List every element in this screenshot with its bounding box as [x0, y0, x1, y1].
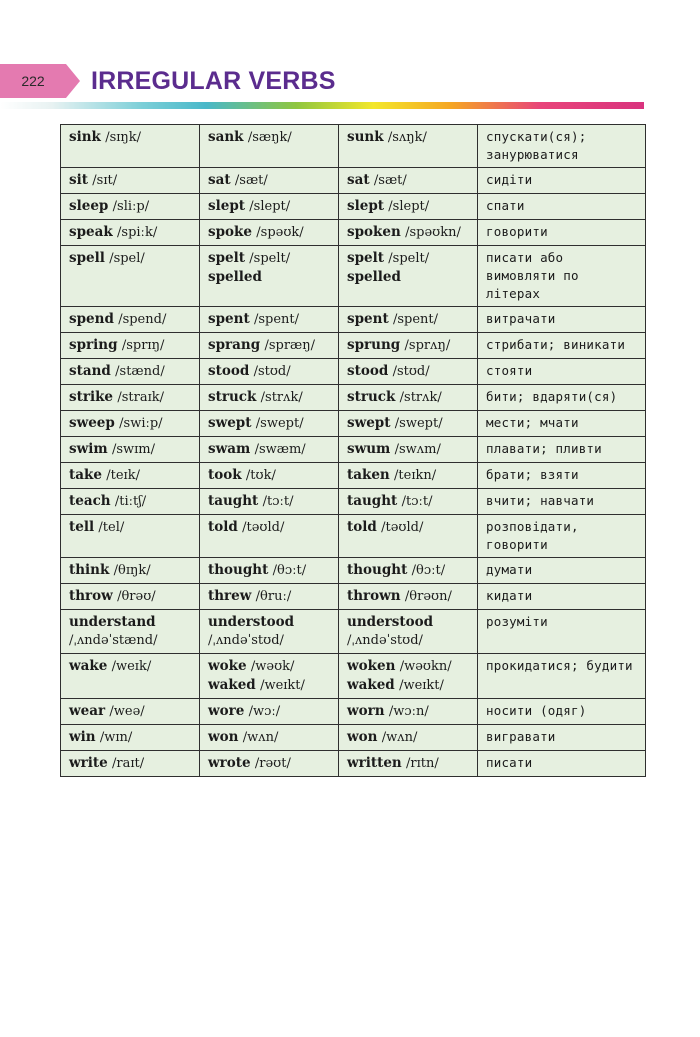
table-row	[61, 194, 646, 220]
verb-form-cell	[61, 220, 200, 246]
transcription: /θruː/	[255, 589, 292, 604]
verb-form-cell	[339, 584, 478, 610]
verb-form: strike	[69, 389, 114, 405]
verb-form-cell	[61, 654, 200, 699]
transcription: /spel/	[109, 251, 145, 266]
transcription: /sæt/	[234, 173, 268, 188]
verb-form-cell	[339, 751, 478, 777]
transcription: /wəʊkn/	[399, 659, 452, 674]
transcription: /ˌʌndəˈstʊd/	[347, 633, 423, 648]
table-row	[61, 489, 646, 515]
verb-form-cell	[200, 699, 339, 725]
transcription: /spend/	[118, 312, 167, 327]
transcription: /weɪk/	[111, 659, 152, 674]
verb-form: understand	[69, 614, 156, 630]
transcription: /weɪkt/	[260, 678, 305, 693]
translation: носити (одяг)	[486, 703, 587, 718]
transcription: /θrəʊ/	[117, 589, 156, 604]
transcription: /spiːk/	[117, 225, 158, 240]
verb-form: woken	[347, 658, 396, 674]
verb-form: write	[69, 755, 108, 771]
verb-form: swam	[208, 441, 251, 457]
translation: кидати	[486, 588, 533, 603]
verb-form: swept	[208, 415, 252, 431]
verb-form-cell	[200, 654, 339, 699]
transcription: /tel/	[98, 520, 125, 535]
verb-form-cell	[61, 463, 200, 489]
transcription: /θrəʊn/	[404, 589, 452, 604]
translation-cell	[478, 125, 646, 168]
translation-cell	[478, 168, 646, 194]
verb-form: spring	[69, 337, 118, 353]
verb-form: struck	[208, 389, 257, 405]
transcription: /sæt/	[373, 173, 407, 188]
verb-form: take	[69, 467, 102, 483]
verb-form: spend	[69, 311, 114, 327]
transcription: /stʊd/	[392, 364, 430, 379]
transcription: /sprʌŋ/	[404, 338, 451, 353]
verb-form-cell	[61, 246, 200, 307]
verb-form: teach	[69, 493, 111, 509]
translation: прокидатися; будити	[486, 658, 633, 673]
transcription: /sʌŋk/	[387, 130, 427, 145]
verb-form-cell	[61, 194, 200, 220]
translation: плавати; пливти	[486, 441, 602, 456]
transcription: /slept/	[249, 199, 291, 214]
verb-form: win	[69, 729, 96, 745]
transcription: /stʊd/	[253, 364, 291, 379]
verb-form: understood	[347, 614, 434, 630]
transcription: /stænd/	[115, 364, 165, 379]
table-row	[61, 437, 646, 463]
verb-form-cell	[200, 246, 339, 307]
verb-form-cell	[61, 307, 200, 333]
verb-form-cell	[61, 584, 200, 610]
verb-form-cell	[61, 489, 200, 515]
translation: писати або вимовляти по літерах	[486, 250, 579, 301]
verb-form: worn	[347, 703, 385, 719]
rainbow-divider	[0, 102, 644, 109]
verb-form: taken	[347, 467, 390, 483]
table-row	[61, 385, 646, 411]
transcription: /spəʊk/	[256, 225, 304, 240]
verb-form: swum	[347, 441, 391, 457]
transcription: /swept/	[394, 416, 443, 431]
verb-form: woke	[208, 658, 247, 674]
transcription: /ˌʌndəˈstænd/	[69, 633, 158, 648]
transcription: /sæŋk/	[247, 130, 292, 145]
transcription: /wɪn/	[99, 730, 133, 745]
page-number: 222	[21, 73, 45, 89]
irregular-verbs-table	[60, 124, 646, 777]
verb-form-cell	[200, 437, 339, 463]
verb-form-cell	[200, 489, 339, 515]
verb-form: won	[347, 729, 378, 745]
verb-form: sank	[208, 129, 244, 145]
verb-form: tell	[69, 519, 95, 535]
transcription: /sɪt/	[92, 173, 118, 188]
transcription: /weə/	[109, 704, 145, 719]
transcription: /θɔːt/	[272, 563, 307, 578]
verb-form-cell	[61, 437, 200, 463]
verb-form-cell	[339, 654, 478, 699]
transcription: /rɪtn/	[406, 756, 439, 771]
table-row	[61, 558, 646, 584]
verb-form: thought	[347, 562, 408, 578]
table-row	[61, 411, 646, 437]
verb-form: wear	[69, 703, 106, 719]
transcription: /sɪŋk/	[105, 130, 142, 145]
transcription: /spent/	[392, 312, 439, 327]
verb-form-cell	[200, 194, 339, 220]
translation-cell	[478, 246, 646, 307]
verb-form: spell	[69, 250, 105, 266]
verb-form-cell	[200, 584, 339, 610]
verb-form-cell	[339, 610, 478, 654]
transcription: /wʌn/	[242, 730, 279, 745]
verb-form: wore	[208, 703, 245, 719]
verb-form: spelt	[347, 250, 384, 266]
transcription: /tʊk/	[245, 468, 276, 483]
verb-form-alt: waked	[347, 677, 395, 693]
verb-form: slept	[208, 198, 245, 214]
verb-form-cell	[339, 489, 478, 515]
table-row	[61, 168, 646, 194]
verb-form: struck	[347, 389, 396, 405]
transcription: /wɔː/	[248, 704, 281, 719]
verb-form-cell	[200, 751, 339, 777]
translation: вчити; навчати	[486, 493, 595, 508]
verb-form-cell	[200, 220, 339, 246]
translation: бити; вдаряти(ся)	[486, 389, 618, 404]
transcription: /wɔːn/	[388, 704, 429, 719]
table-row	[61, 125, 646, 168]
table-row	[61, 699, 646, 725]
table-row	[61, 307, 646, 333]
translation: писати	[486, 755, 533, 770]
verb-form-cell	[339, 246, 478, 307]
translation-cell	[478, 463, 646, 489]
verb-form-cell	[200, 515, 339, 558]
translation-cell	[478, 333, 646, 359]
translation: витрачати	[486, 311, 556, 326]
verb-form: sleep	[69, 198, 109, 214]
verb-form-cell	[61, 125, 200, 168]
page-title: IRREGULAR VERBS	[91, 67, 336, 95]
translation: стояти	[486, 363, 533, 378]
verb-form-alt: waked	[208, 677, 256, 693]
translation-cell	[478, 751, 646, 777]
transcription: /spelt/	[388, 251, 430, 266]
table-row	[61, 654, 646, 699]
transcription: /təʊld/	[381, 520, 424, 535]
verb-form-cell	[61, 610, 200, 654]
verb-form-cell	[339, 333, 478, 359]
transcription: /swiːp/	[119, 416, 163, 431]
verb-form: spent	[347, 311, 389, 327]
translation: брати; взяти	[486, 467, 579, 482]
verb-form-cell	[61, 751, 200, 777]
translation: говорити	[486, 224, 548, 239]
verb-form: taught	[208, 493, 259, 509]
verb-form: spoke	[208, 224, 252, 240]
verb-form-cell	[339, 220, 478, 246]
translation-cell	[478, 610, 646, 654]
verb-form: throw	[69, 588, 113, 604]
verb-form: written	[347, 755, 402, 771]
verb-form: sweep	[69, 415, 115, 431]
transcription: /spræŋ/	[264, 338, 316, 353]
verb-form: sat	[208, 172, 231, 188]
translation-cell	[478, 489, 646, 515]
transcription: /ˌʌndəˈstʊd/	[208, 633, 284, 648]
verb-form-alt: spelled	[208, 269, 262, 285]
transcription: /tɔːt/	[401, 494, 433, 509]
translation-cell	[478, 558, 646, 584]
translation-cell	[478, 307, 646, 333]
translation-cell	[478, 220, 646, 246]
translation-cell	[478, 385, 646, 411]
translation: розуміти	[486, 614, 548, 629]
verb-form-cell	[200, 168, 339, 194]
verb-form-cell	[200, 725, 339, 751]
verb-form: stand	[69, 363, 111, 379]
verb-form-cell	[61, 168, 200, 194]
verb-form: think	[69, 562, 110, 578]
table-row	[61, 359, 646, 385]
verb-form: told	[208, 519, 238, 535]
verb-form-cell	[61, 411, 200, 437]
translation-cell	[478, 584, 646, 610]
verb-form: thought	[208, 562, 269, 578]
verb-form: stood	[347, 363, 389, 379]
transcription: /weɪkt/	[399, 678, 444, 693]
verb-form-alt: spelled	[347, 269, 401, 285]
transcription: /spent/	[253, 312, 300, 327]
verb-form-cell	[339, 194, 478, 220]
verb-form-cell	[200, 558, 339, 584]
table-row	[61, 751, 646, 777]
transcription: /wʌn/	[381, 730, 418, 745]
table-row	[61, 610, 646, 654]
verb-form: thrown	[347, 588, 401, 604]
verb-form: spelt	[208, 250, 245, 266]
translation: вигравати	[486, 729, 556, 744]
verb-form-cell	[200, 411, 339, 437]
verb-form-cell	[339, 307, 478, 333]
verb-form: sit	[69, 172, 88, 188]
transcription: /tiːtʃ/	[114, 494, 147, 509]
verb-form: speak	[69, 224, 113, 240]
table-row	[61, 463, 646, 489]
transcription: /teɪk/	[106, 468, 140, 483]
transcription: /swæm/	[254, 442, 306, 457]
verb-form: spoken	[347, 224, 401, 240]
transcription: /tɔːt/	[262, 494, 294, 509]
verb-form: sprang	[208, 337, 261, 353]
verb-form-cell	[200, 359, 339, 385]
verb-form-cell	[61, 699, 200, 725]
verb-form-cell	[339, 385, 478, 411]
transcription: /slept/	[388, 199, 430, 214]
verb-form: wake	[69, 658, 108, 674]
translation: розповідати, говорити	[486, 519, 579, 552]
transcription: /spelt/	[249, 251, 291, 266]
verb-form-cell	[339, 515, 478, 558]
translation-cell	[478, 411, 646, 437]
transcription: /θɪŋk/	[113, 563, 151, 578]
verb-form: swept	[347, 415, 391, 431]
transcription: /swɪm/	[111, 442, 155, 457]
verb-form-cell	[200, 463, 339, 489]
transcription: /təʊld/	[242, 520, 285, 535]
translation: спускати(ся); занурюватися	[486, 129, 587, 162]
verb-form: sink	[69, 129, 101, 145]
transcription: /spəʊkn/	[405, 225, 461, 240]
translation: мести; мчати	[486, 415, 579, 430]
verb-form: sat	[347, 172, 370, 188]
verb-form-cell	[200, 125, 339, 168]
verb-form: threw	[208, 588, 252, 604]
table-row	[61, 515, 646, 558]
verb-form-cell	[339, 359, 478, 385]
verb-form-cell	[339, 699, 478, 725]
verb-form-cell	[61, 515, 200, 558]
verb-form: wrote	[208, 755, 251, 771]
verb-form-cell	[339, 725, 478, 751]
transcription: /θɔːt/	[411, 563, 446, 578]
verb-form-cell	[200, 333, 339, 359]
translation: стрибати; виникати	[486, 337, 626, 352]
verb-form-cell	[200, 307, 339, 333]
verb-form-cell	[61, 359, 200, 385]
transcription: /strʌk/	[260, 390, 303, 405]
verb-form-cell	[339, 437, 478, 463]
translation-cell	[478, 725, 646, 751]
translation-cell	[478, 194, 646, 220]
transcription: /swept/	[255, 416, 304, 431]
verb-form-cell	[200, 610, 339, 654]
verb-form-cell	[200, 385, 339, 411]
transcription: /straɪk/	[117, 390, 164, 405]
verb-form-cell	[339, 463, 478, 489]
verb-form-cell	[61, 385, 200, 411]
table-row	[61, 333, 646, 359]
verb-form: understood	[208, 614, 295, 630]
translation: думати	[486, 562, 533, 577]
verb-form-cell	[61, 558, 200, 584]
transcription: /sliːp/	[112, 199, 150, 214]
verb-form: took	[208, 467, 242, 483]
translation-cell	[478, 699, 646, 725]
verb-form-cell	[61, 333, 200, 359]
table-row	[61, 246, 646, 307]
transcription: /teɪkn/	[394, 468, 437, 483]
verb-form: spent	[208, 311, 250, 327]
verb-form-cell	[339, 411, 478, 437]
transcription: /wəʊk/	[250, 659, 295, 674]
translation-cell	[478, 359, 646, 385]
verb-form: swim	[69, 441, 108, 457]
verb-form-cell	[61, 725, 200, 751]
table-row	[61, 725, 646, 751]
verb-form: slept	[347, 198, 384, 214]
transcription: /strʌk/	[399, 390, 442, 405]
translation-cell	[478, 437, 646, 463]
verb-form: told	[347, 519, 377, 535]
verb-form-cell	[339, 168, 478, 194]
table-row	[61, 220, 646, 246]
transcription: /raɪt/	[111, 756, 145, 771]
verb-form-cell	[339, 125, 478, 168]
transcription: /swʌm/	[394, 442, 441, 457]
translation: спати	[486, 198, 525, 213]
verb-form: taught	[347, 493, 398, 509]
verb-form: stood	[208, 363, 250, 379]
verb-form: sunk	[347, 129, 384, 145]
verb-form-cell	[339, 558, 478, 584]
translation-cell	[478, 515, 646, 558]
verb-form: sprung	[347, 337, 401, 353]
translation-cell	[478, 654, 646, 699]
table-row	[61, 584, 646, 610]
transcription: /sprɪŋ/	[121, 338, 165, 353]
translation: сидіти	[486, 172, 533, 187]
transcription: /rəʊt/	[254, 756, 291, 771]
verb-form: won	[208, 729, 239, 745]
